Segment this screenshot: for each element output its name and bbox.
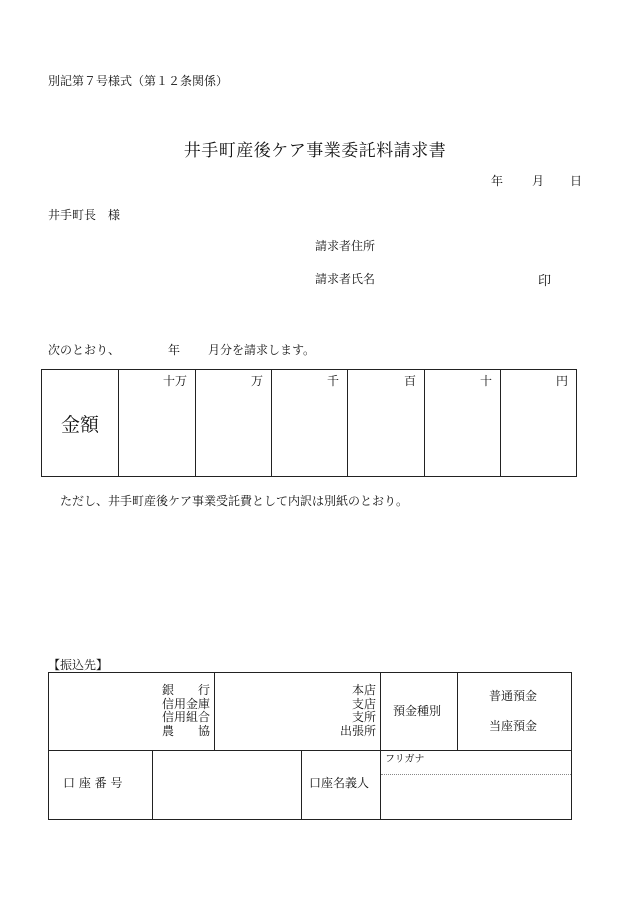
institution-type: 信用組合 <box>161 710 210 724</box>
amount-digit-cell[interactable] <box>500 370 576 476</box>
column-divider <box>301 750 302 819</box>
amount-digit-cell[interactable] <box>271 370 347 476</box>
branch-type: 出張所 <box>339 723 376 738</box>
bank-name-cell[interactable] <box>49 673 214 750</box>
account-holder-label: 口座名義人 <box>309 776 370 790</box>
branch-name-cell[interactable] <box>215 673 380 750</box>
proviso-note: ただし、井手町産後ケア事業受託費として内訳は別紙のとおり。 <box>60 494 409 508</box>
unit-label: 十 <box>479 374 492 388</box>
document-title: 井手町産後ケア事業委託料請求書 <box>183 141 447 161</box>
row-divider <box>49 750 571 751</box>
request-statement-tail: 月分を請求します。 <box>208 343 316 357</box>
amount-digit-cell[interactable] <box>118 370 195 476</box>
date-day-label: 日 <box>570 174 583 188</box>
account-number-label: 口 座 番 号 <box>63 776 123 790</box>
deposit-option-current[interactable]: 当座預金 <box>489 719 538 733</box>
account-number-field[interactable] <box>153 751 301 819</box>
account-holder-field[interactable] <box>381 775 571 819</box>
unit-label: 千 <box>326 374 339 388</box>
amount-digit-cell[interactable] <box>424 370 500 476</box>
branch-type: 支所 <box>351 710 376 724</box>
branch-type-list <box>340 684 376 738</box>
unit-label: 十万 <box>162 374 187 388</box>
unit-label: 万 <box>250 374 263 388</box>
amount-digit-cell[interactable] <box>195 370 271 476</box>
amount-label: 金額 <box>60 413 99 436</box>
addressee: 井手町長 様 <box>48 208 121 222</box>
unit-label: 円 <box>555 374 568 388</box>
furigana-label: フリガナ <box>385 754 425 765</box>
request-statement-year: 年 <box>168 343 181 357</box>
institution-type: 農 協 <box>161 723 210 738</box>
seal-mark: 印 <box>538 274 552 289</box>
date-year-label: 年 <box>491 174 504 188</box>
date-month-label: 月 <box>532 174 545 188</box>
amount-digit-cell[interactable] <box>347 370 424 476</box>
branch-type: 本店 <box>351 683 376 697</box>
transfer-table <box>48 672 572 820</box>
institution-type: 銀 行 <box>161 683 210 697</box>
amount-table <box>41 369 577 477</box>
institution-type: 信用金庫 <box>161 696 210 711</box>
requester-name-label: 請求者氏名 <box>315 272 376 286</box>
deposit-option-ordinary[interactable]: 普通預金 <box>489 689 538 703</box>
institution-type-list <box>162 684 210 738</box>
branch-type: 支店 <box>351 696 376 711</box>
deposit-type-label: 預金種別 <box>393 704 442 718</box>
unit-label: 百 <box>403 374 416 388</box>
requester-address-label: 請求者住所 <box>315 239 376 253</box>
request-statement-lead: 次のとおり、 <box>48 343 121 357</box>
transfer-destination-label: 【振込先】 <box>48 658 109 672</box>
form-identifier: 別記第７号様式（第１２条関係） <box>48 74 229 88</box>
column-divider <box>457 673 458 750</box>
